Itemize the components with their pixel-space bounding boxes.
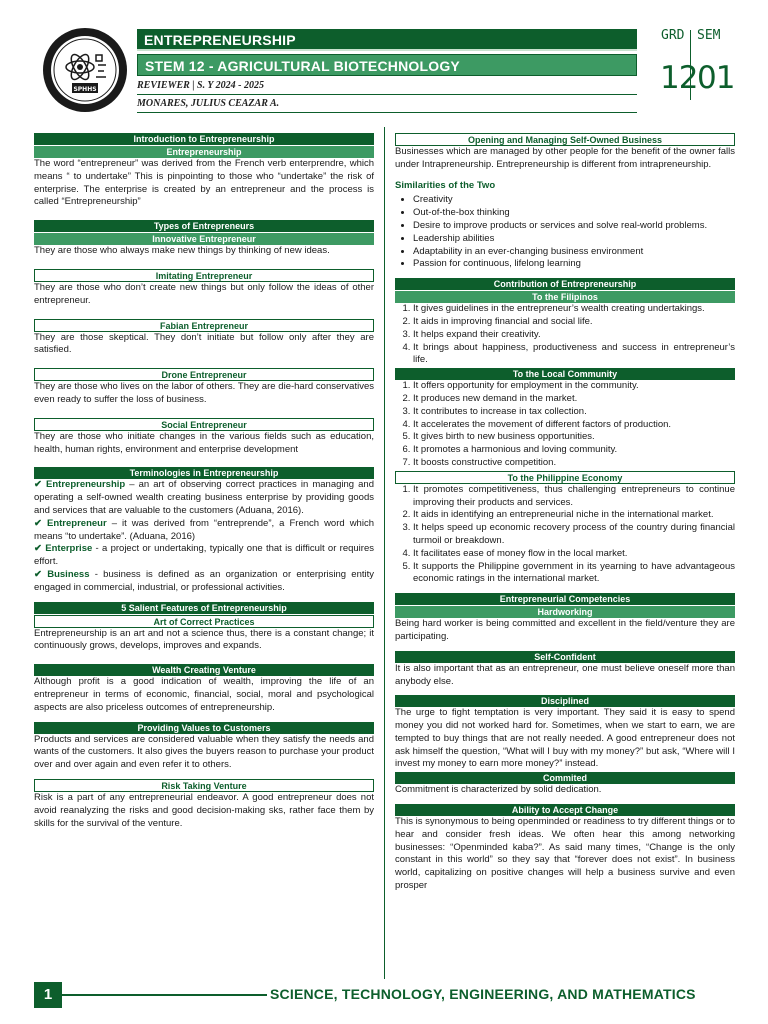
- subheading: To the Filipinos: [395, 291, 735, 303]
- subheading: Self-Confident: [395, 651, 735, 663]
- subheading: Hardworking: [395, 606, 735, 618]
- footer-rule: [62, 994, 267, 996]
- list-item: 4. It brings about happiness, productiveness and success in entrepreneur’s life.: [413, 342, 735, 368]
- list-item: • Leadership abilities: [413, 233, 735, 246]
- subheading: Providing Values to Customers: [34, 722, 374, 734]
- list-item: 2. It produces new demand in the market.: [413, 393, 735, 406]
- section-heading: Entrepreneurial Competencies: [395, 593, 735, 605]
- list-item: 1. It gives guidelines in the entrepreneur’s wealth creating undertakings.: [413, 303, 735, 316]
- check-icon: ✔: [34, 543, 46, 555]
- paragraph: They are those skeptical. They don’t initiate but follow only after they are satisfied.: [34, 331, 374, 356]
- list-item: 7. It boosts constructive competition.: [413, 457, 735, 470]
- subheading: Fabian Entrepreneur: [34, 319, 374, 332]
- paragraph: Commitment is characterized by solid dedication.: [395, 784, 602, 796]
- paragraph: Entrepreneurship is an art and not a science thus, there is a constant change; it continuously grows, develops, improves and expands.: [34, 627, 374, 652]
- section-heading: Introduction to Entrepreneurship: [34, 133, 374, 145]
- list-item: 2. It aids in identifying an entrepreneurial niche in the international market.: [413, 509, 735, 522]
- check-icon: ✔: [34, 517, 47, 529]
- page-footer: [34, 982, 734, 1008]
- paragraph: Although profit is a good indication of wealth, improving the life of an entrepreneur in terms of economic, financial, social, moral and psychological aspects are also priceless outcomes of entrepreneurship.: [34, 676, 374, 713]
- subheading: Social Entrepreneur: [34, 418, 374, 431]
- term-item: ✔ Entrepreneur – it was derived from “entreprende”, a French word which means “to undertake”. (Aduana, 2016): [34, 517, 374, 542]
- similarities-list: [395, 194, 735, 271]
- page-number: 1: [34, 982, 62, 1008]
- check-icon: ✔: [34, 568, 48, 580]
- paragraph: Products and services are considered valuable when they satisfy the needs and wants of the customers. It also gives the buyers reason to purchase your product over and over again and even refer it to others.: [34, 733, 374, 771]
- section-heading: Opening and Managing Self-Owned Business: [395, 133, 735, 146]
- paragraph: Businesses which are managed by other people for the benefit of the owner falls under Intrapreneurship. Entrepreneurship is different from intrapreneurship.: [395, 146, 735, 170]
- logo-text: SPHHS: [73, 86, 97, 93]
- filipinos-list: [395, 303, 735, 367]
- term-item: ✔ Business - business is defined as an organization or enterprising entity engaged in commercial, industrial, or professional activities.: [34, 568, 374, 593]
- grd-value: 12: [660, 60, 698, 96]
- paragraph: They are those who always make new things by thinking of new ideas.: [34, 245, 330, 257]
- subheading: Imitating Entrepreneur: [34, 269, 374, 282]
- paragraph: Risk is a part of any entrepreneurial endeavor. A good entrepreneur does not avoid reanalyzing the risks and good decision-making sks, rather face them by skills for the survival of the venture.: [34, 791, 374, 829]
- sem-label: SEM: [697, 28, 721, 43]
- list-item: 3. It helps expand their creativity.: [413, 329, 735, 342]
- list-item: • Desire to improve products or services and solve real-world problems.: [413, 220, 735, 233]
- subheading: To the Local Community: [395, 368, 735, 380]
- subheading: Entrepreneurship: [34, 146, 374, 158]
- list-item: 3. It contributes to increase in tax collection.: [413, 406, 735, 419]
- author-name: MONARES, JULIUS CEAZAR A.: [137, 98, 280, 109]
- paragraph: The word “entrepreneur” was derived from the French verb enterprendre, which means “ to undertake” This is pinpointing to those who “undertake” the risk of enterprise. The enterprise is created by an entrepreneur and the process is called “Entrepreneurship”: [34, 158, 374, 208]
- paragraph: Being hard worker is being committed and excellent in the field/venture they are participating.: [395, 618, 735, 642]
- header-rule: [137, 112, 637, 113]
- subheading: Similarities of the Two: [395, 179, 496, 191]
- reviewer-line: REVIEWER | S. Y 2024 - 2025: [137, 80, 264, 91]
- list-item: • Passion for continuous, lifelong learning: [413, 258, 735, 271]
- section-heading: Terminologies in Entrepreneurship: [34, 467, 374, 479]
- list-item: 2. It aids in improving financial and social life.: [413, 316, 735, 329]
- list-item: • Creativity: [413, 194, 735, 207]
- list-item: 4. It accelerates the movement of different factors of production.: [413, 419, 735, 432]
- column-divider: [384, 127, 385, 979]
- local-list: [395, 380, 735, 470]
- header-rule: [137, 94, 637, 95]
- subheading: Drone Entrepreneur: [34, 368, 374, 381]
- paragraph: They are those who lives on the labor of others. They are die-hard conservatives even ready to suffer the loss of business.: [34, 381, 374, 405]
- school-logo: [42, 27, 128, 113]
- left-column: [34, 132, 374, 830]
- subheading: Commited: [395, 772, 735, 784]
- subheading: Risk Taking Venture: [34, 779, 374, 792]
- paragraph: They are those who initiate changes in the various fields such as education, health, human rights, environment and enterprise development: [34, 430, 374, 455]
- grd-label: GRD: [661, 28, 685, 43]
- doc-subtitle: STEM 12 - AGRICULTURAL BIOTECHNOLOGY: [137, 54, 637, 76]
- list-item: 4. It facilitates ease of money flow in the local market.: [413, 548, 735, 561]
- list-item: 1. It offers opportunity for employment in the community.: [413, 380, 735, 393]
- doc-title: ENTREPRENEURSHIP: [137, 29, 637, 51]
- footer-text: SCIENCE, TECHNOLOGY, ENGINEERING, AND MATHEMATICS: [270, 986, 696, 1002]
- term-item: ✔ Entrepreneurship – an art of observing correct practices in managing and operating a self-owned wealth creating business enterprise by providing goods and services that are valuable to the customers (Aduana, 2016).: [34, 479, 374, 516]
- term-item: ✔ Enterprise - a project or undertaking, typically one that is difficult or requires effort.: [34, 543, 374, 568]
- list-item: 5. It supports the Philippine government in its yearning to have advantageous economic ratings in the international market.: [413, 561, 735, 587]
- section-heading: 5 Salient Features of Entrepreneurship: [34, 602, 374, 614]
- list-item: • Out-of-the-box thinking: [413, 207, 735, 220]
- economy-list: [395, 484, 735, 586]
- list-item: 1. It promotes competitiveness, thus challenging entrepreneurs to continue improving their products and services.: [413, 484, 735, 510]
- list-item: 6. It promotes a harmonious and loving community.: [413, 444, 735, 457]
- paragraph: They are those who don’t create new things but only follow the ideas of other entrepreneur.: [34, 281, 374, 306]
- section-heading: Types of Entrepreneurs: [34, 220, 374, 232]
- section-heading: Contribution of Entrepreneurship: [395, 278, 735, 290]
- subheading: Ability to Accept Change: [395, 804, 735, 816]
- subheading: To the Philippine Economy: [395, 471, 735, 484]
- subheading: Art of Correct Practices: [34, 615, 374, 628]
- subheading: Disciplined: [395, 695, 735, 707]
- list-item: 3. It helps speed up economic recovery process of the country during financial turmoil or breakdown.: [413, 522, 735, 548]
- paragraph: This is synonymous to being openminded or readiness to try different things or to hear and consider fresh ideas. We often hear this among networking businesses: “Openminded kaba?”. As said many times, “Change is the only constant in this world” so they say that “forever does not exist”. In business world, capitalizing on positive changes will help a business survive and even prosper: [395, 816, 735, 892]
- page-header: [0, 0, 768, 125]
- check-icon: ✔: [34, 479, 47, 491]
- paragraph: It is also important that as an entrepreneur, one must believe oneself more than anybody else.: [395, 662, 735, 687]
- sem-value: 01: [697, 60, 735, 96]
- right-column: [395, 132, 735, 893]
- list-item: • Adaptability in an ever-changing business environment: [413, 246, 735, 259]
- list-item: 5. It gives birth to new business opportunities.: [413, 431, 735, 444]
- subheading: Innovative Entrepreneur: [34, 233, 374, 245]
- subheading: Wealth Creating Venture: [34, 664, 374, 676]
- paragraph: The urge to fight temptation is very important. They said it is easy to spend money you did not worked hard for. Sometimes, when we start to earn, we are tempted to buy things that are not really needed. A good entrepreneur does not ask himself the question, “What will I buy with my money?” but ask, “Where will I invest my money to earn more money?” instead.: [395, 707, 735, 770]
